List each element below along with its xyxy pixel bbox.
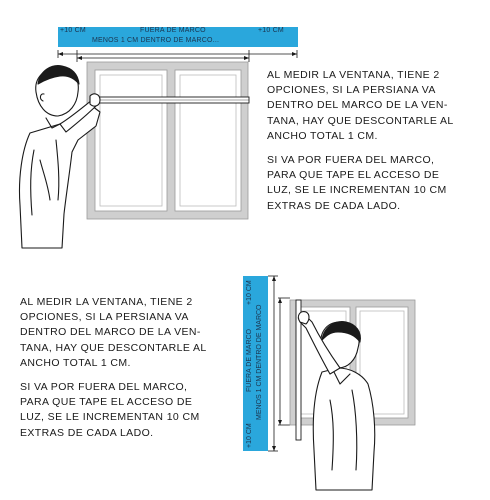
instruction-line: LUZ, SE LE INCREMENTAN 10 CM xyxy=(267,184,447,197)
instruction-line: LUZ, SE LE INCREMENTAN 10 CM xyxy=(20,411,200,424)
instruction-line: PARA QUE TAPE EL ACCESO DE xyxy=(20,396,193,409)
top-outside-frame-label: FUERA DE MARCO xyxy=(140,27,206,34)
instruction-line: DENTRO DEL MARCO DE LA VEN- xyxy=(267,99,448,112)
top-extra-right-label: +10 CM xyxy=(258,27,284,34)
instruction-line: DENTRO DEL MARCO DE LA VEN- xyxy=(20,326,201,339)
instruction-line: AL MEDIR LA VENTANA, TIENE 2 xyxy=(267,69,440,81)
instruction-line: TANA, HAY QUE DESCONTARLE AL xyxy=(20,341,207,354)
instruction-line: ANCHO TOTAL 1 CM. xyxy=(20,356,131,369)
instruction-line: SI VA POR FUERA DEL MARCO, xyxy=(267,154,435,167)
instruction-line: EXTRAS DE CADA LADO. xyxy=(267,199,401,212)
side-extra-top-label: +10 CM xyxy=(246,280,253,305)
side-inside-frame-label: MENOS 1 CM DENTRO DE MARCO xyxy=(256,304,263,420)
top-inside-frame-label: MENOS 1 CM DENTRO DE MARCO... xyxy=(92,37,220,44)
instruction-line: OPCIONES, SI LA PERSIANA VA xyxy=(267,84,436,97)
instruction-line: PARA QUE TAPE EL ACCESO DE xyxy=(267,169,440,182)
instruction-line: ANCHO TOTAL 1 CM. xyxy=(267,129,378,142)
side-outside-frame-label: FUERA DE MARCO xyxy=(246,328,253,392)
instruction-line: AL MEDIR LA VENTANA, TIENE 2 xyxy=(20,296,193,308)
instruction-line: SI VA POR FUERA DEL MARCO, xyxy=(20,381,188,394)
instruction-line: TANA, HAY QUE DESCONTARLE AL xyxy=(267,114,454,127)
top-extra-left-label: +10 CM xyxy=(60,27,86,34)
instruction-line: EXTRAS DE CADA LADO. xyxy=(20,426,154,439)
instruction-line: OPCIONES, SI LA PERSIANA VA xyxy=(20,311,189,324)
side-extra-bottom-label: +10 CM xyxy=(246,423,253,448)
